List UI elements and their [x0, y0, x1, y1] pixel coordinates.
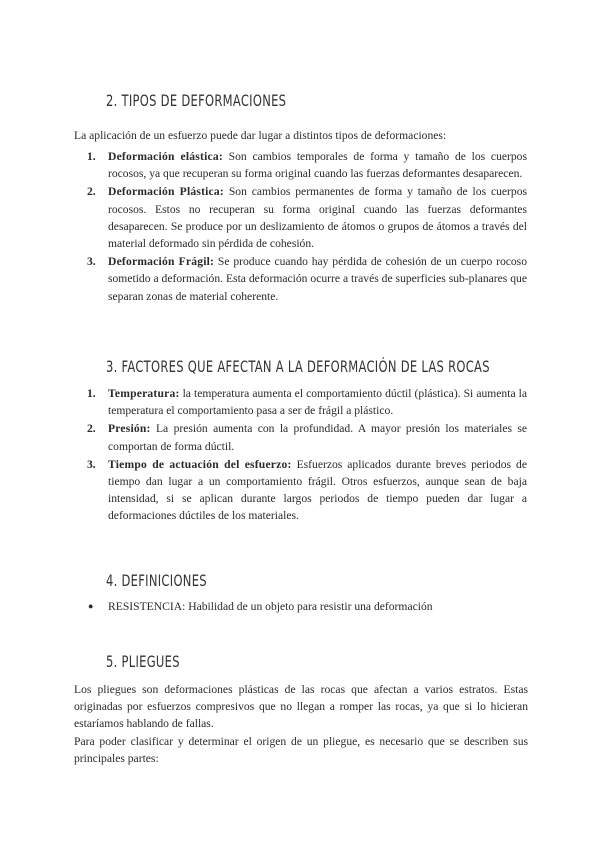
list-text: Son cambios temporales de forma y tamaño de los cuerpos rocosos, ya que recuperan su forma original cuando las fuerzas deformantes desaparecen.: [108, 150, 527, 181]
list-item: [87, 385, 527, 419]
list-term: Tiempo de actuación del esfuerzo:: [108, 457, 292, 471]
definitions-list: [87, 598, 527, 615]
pliegues-paragraph-2: Para poder clasificar y determinar el origen de un pliegue, es necesario que se describen sus principales partes:: [74, 735, 528, 766]
definition-text: RESISTENCIA: Habilidad de un objeto para resistir una deformación: [108, 600, 433, 613]
section-heading-definiciones: 4. DEFINICIONES: [106, 571, 207, 590]
list-number: 1.: [87, 150, 96, 163]
list-term: Deformación Frágil:: [108, 255, 215, 269]
list-text: Se produce cuando hay pérdida de cohesión de un cuerpo rocoso sometido a deformación. Esta deformación ocurre a través de superficies sub-planares que separan zonas de material coherente.: [108, 255, 527, 303]
deformation-types-list: [87, 148, 527, 306]
section-heading-factores: 3. FACTORES QUE AFECTAN A LA DEFORMACIÓN DE LAS ROCAS: [106, 357, 490, 376]
list-term: Deformación elástica:: [108, 150, 223, 163]
list-term: Presión:: [108, 422, 151, 436]
pliegues-paragraph-1: Los pliegues son deformaciones plásticas de las rocas que afectan a varios estratos. Estas originadas por esfuerzos compresivos que no llegan a romper las rocas, ya que si lo hicieran estaríamos hablando de fallas.: [74, 683, 528, 731]
list-number: 2.: [87, 422, 96, 436]
list-item: [87, 253, 527, 305]
list-text: Esfuerzos aplicados durante breves periodos de tiempo dan lugar a un comportamiento frágil. Otros esfuerzos, aunque sean de baja intensidad, si se aplican durante largos periodos de tiempo pueden dar lugar a deformaciones dúctiles de los materiales.: [108, 457, 527, 523]
list-item: [87, 148, 527, 182]
factors-list: [87, 385, 527, 526]
list-item: [87, 420, 527, 454]
section-intro: La aplicación de un esfuerzo puede dar lugar a distintos tipos de deformaciones:: [74, 129, 447, 142]
list-number: 2.: [87, 185, 96, 199]
list-number: 3.: [87, 255, 96, 269]
list-text: la temperatura aumenta el comportamiento dúctil (plástica). Si aumenta la temperatura el comportamiento pasa a ser de frágil a plástico.: [108, 387, 527, 418]
list-number: 3.: [87, 457, 96, 471]
section-heading-pliegues: 5. PLIEGUES: [106, 652, 180, 671]
list-item: [87, 598, 527, 615]
list-term: Deformación Plástica:: [108, 185, 224, 199]
list-number: 1.: [87, 387, 96, 400]
list-text: La presión aumenta con la profundidad. A mayor presión los materiales se comportan de forma dúctil.: [108, 422, 527, 453]
list-item: [87, 456, 527, 525]
section-heading-tipos: 2. TIPOS DE DEFORMACIONES: [106, 91, 287, 110]
bullet-icon: ●: [88, 601, 94, 611]
list-item: [87, 183, 527, 252]
list-text: Son cambios permanentes de forma y tamaño de los cuerpos rocosos. Estos no recuperan su forma original cuando las fuerzas deformantes desaparecen. Se produce por un deslizamiento de átomos o grupos de átomos a través del material deformado sin pérdida de cohesión.: [108, 185, 528, 251]
list-term: Temperatura:: [108, 387, 180, 400]
